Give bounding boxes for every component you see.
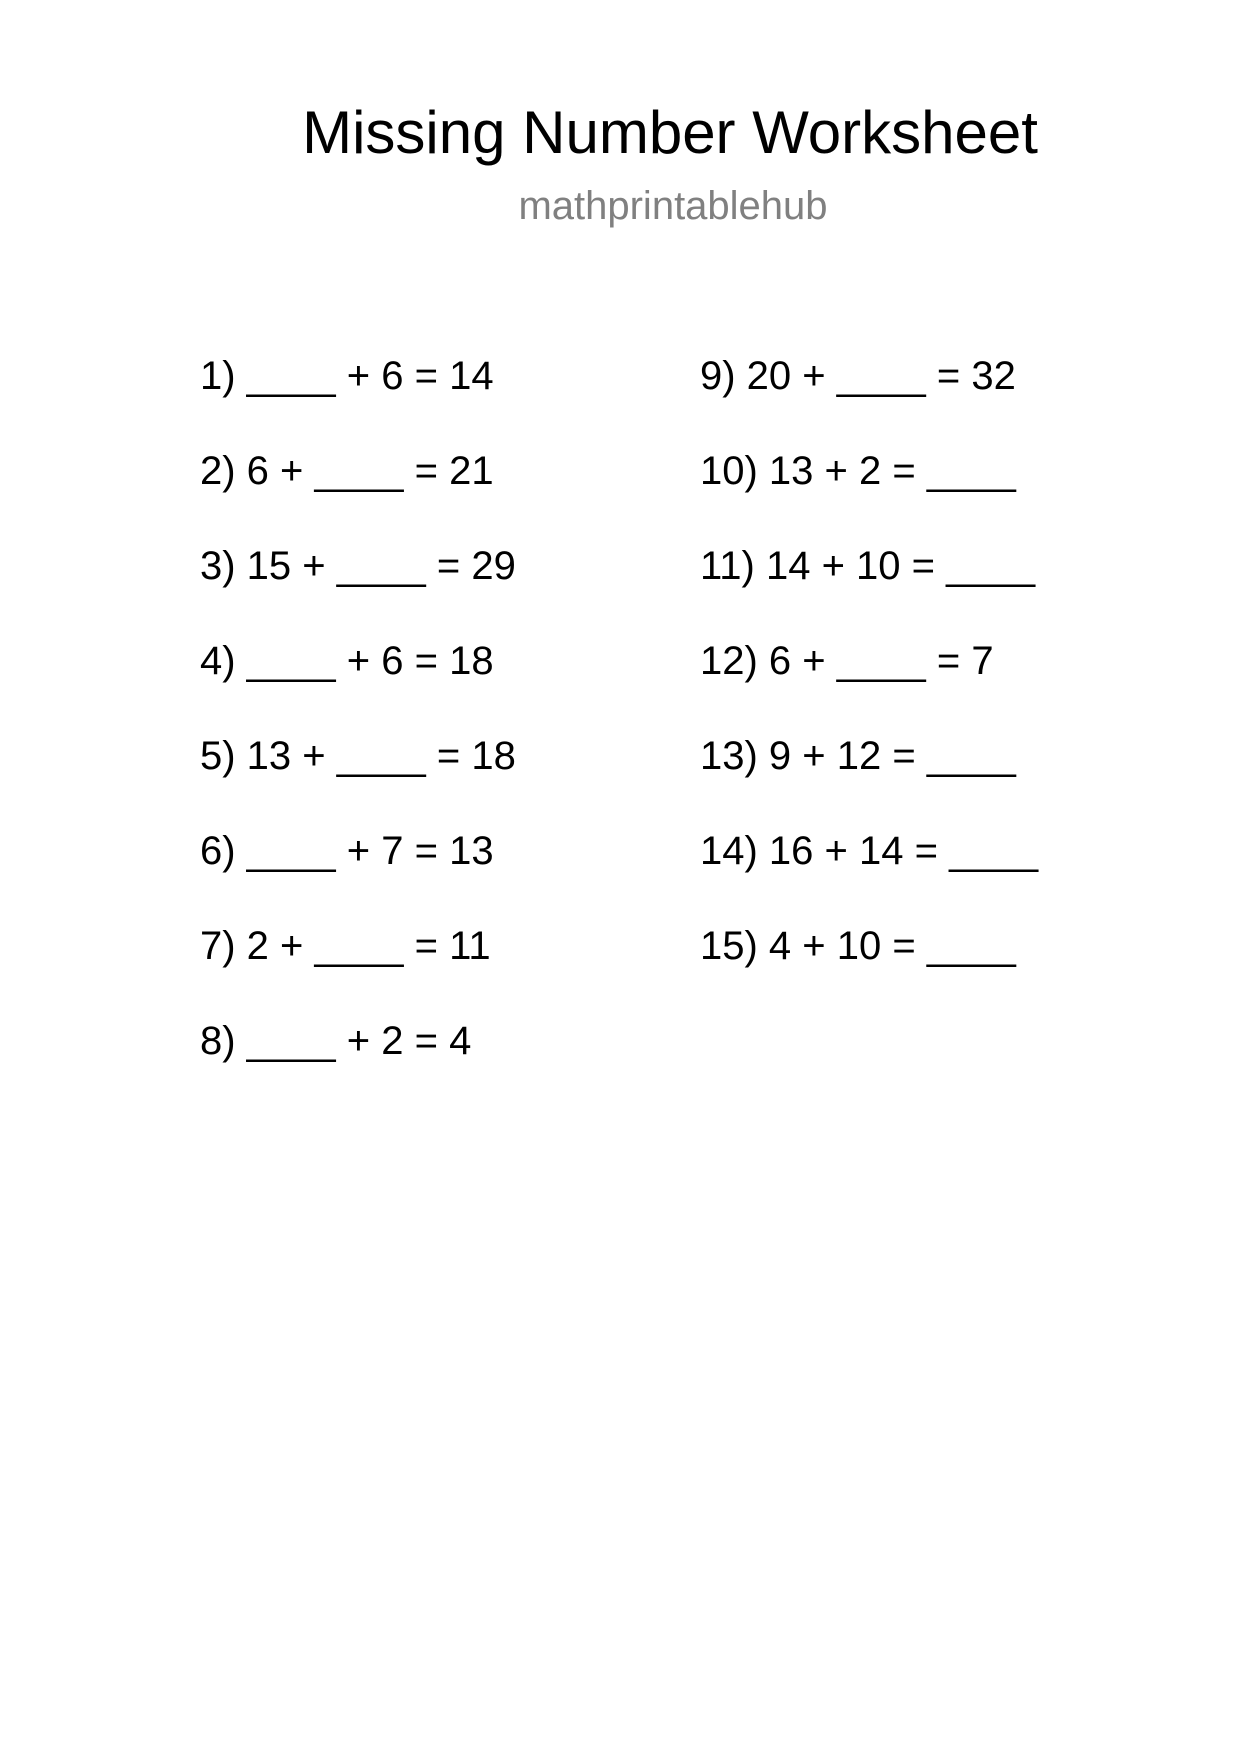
problem-column-left [200, 352, 516, 1112]
page-title: Missing Number Worksheet [302, 99, 1038, 166]
problem-9: 9) 20 + ____ = 32 [700, 354, 1016, 398]
problem-13: 13) 9 + 12 = ____ [700, 734, 1016, 778]
problem-3: 3) 15 + ____ = 29 [200, 544, 516, 588]
problem-8: 8) ____ + 2 = 4 [200, 1019, 472, 1063]
problem-12: 12) 6 + ____ = 7 [700, 639, 994, 683]
problem-5: 5) 13 + ____ = 18 [200, 734, 516, 778]
problem-4: 4) ____ + 6 = 18 [200, 639, 494, 683]
problem-7: 7) 2 + ____ = 11 [200, 924, 491, 968]
page-subtitle: mathprintablehub [518, 184, 828, 228]
problem-column-right [700, 352, 1038, 1017]
problem-11: 11) 14 + 10 = ____ [700, 544, 1036, 588]
problem-2: 2) 6 + ____ = 21 [200, 449, 494, 493]
problem-10: 10) 13 + 2 = ____ [700, 449, 1016, 493]
problem-6: 6) ____ + 7 = 13 [200, 829, 494, 873]
problem-1: 1) ____ + 6 = 14 [200, 354, 494, 398]
problem-14: 14) 16 + 14 = ____ [700, 829, 1039, 873]
problem-15: 15) 4 + 10 = ____ [700, 924, 1016, 968]
